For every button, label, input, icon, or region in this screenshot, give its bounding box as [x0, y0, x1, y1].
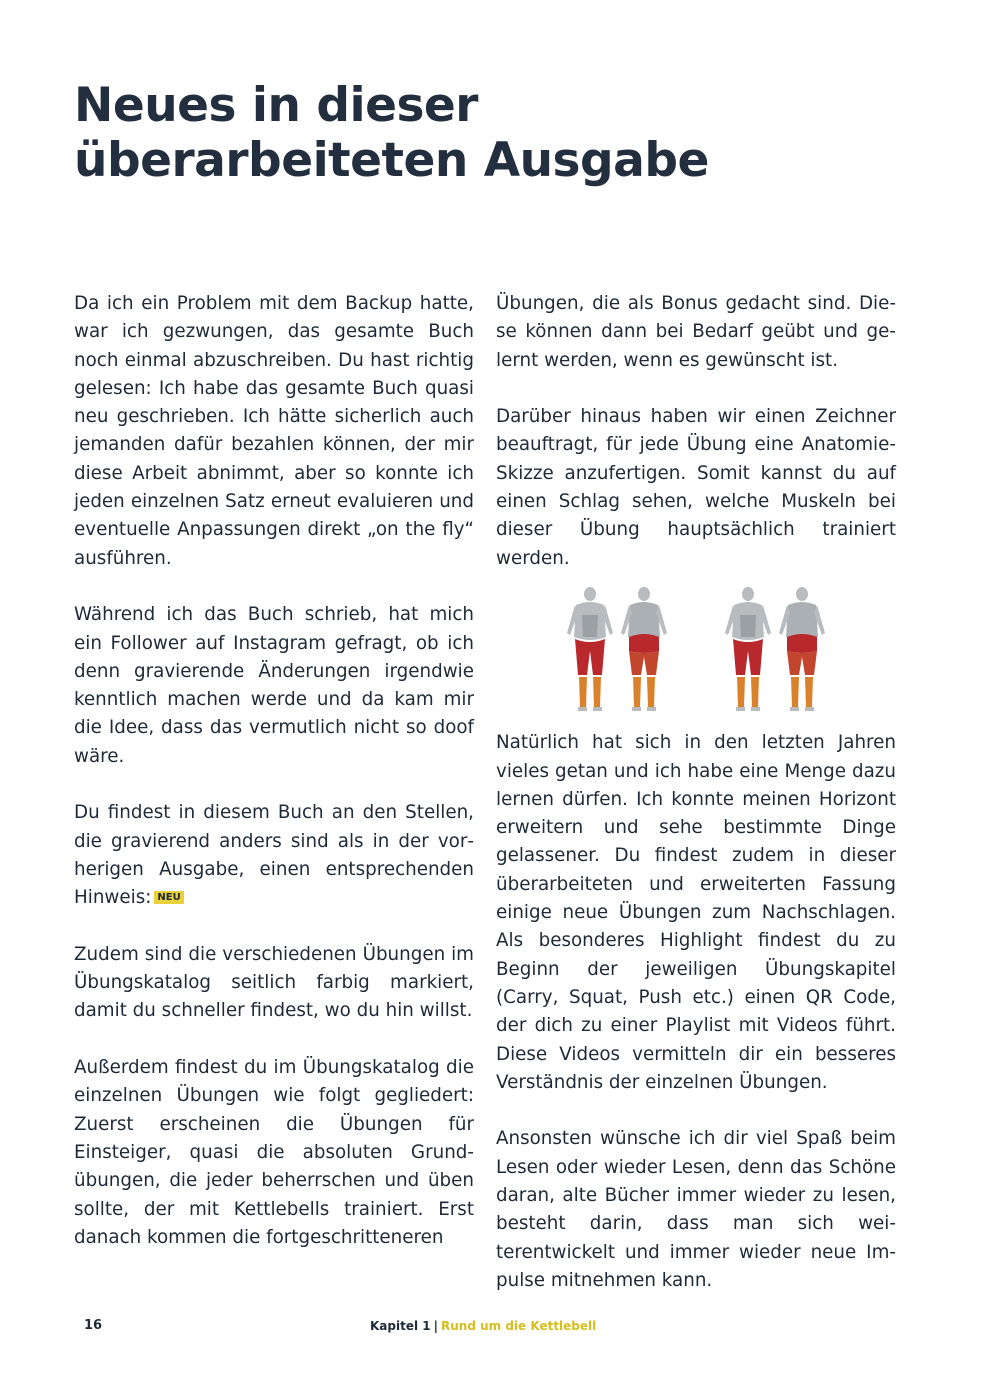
page-footer	[0, 1318, 997, 1338]
left-column	[74, 290, 474, 1252]
chapter-separator: |	[433, 1319, 439, 1333]
paragraph: Darüber hinaus haben wir einen Zeichner beauftragt, für jede Übung eine Anatomie-Skizze anzufertigen. Somit kannst du auf einen Schlag sehen, welche Muskeln bei dieser Übung hauptsächlich trainiert werden.	[496, 406, 896, 569]
paragraph: Natürlich hat sich in den letzten Jahren vieles getan und ich habe eine Menge dazu lernen dürfen. Ich konnte meinen Horizont erweitern und sehe bestimmte Dinge gelassener. Du findest zudem in dieser überarbeiteten und erweiterten Fassung einige neue Übungen zum Nachschlagen. Als besonderes Highlight findest du zu Beginn der jeweiligen Übungskapitel (Carry, Squat, Push etc.) einen QR Code, der dich zu einer Playlist mit Videos führt. Diese Videos vermitteln dir ein besseres Verständnis der einzelnen Übungen.	[496, 732, 896, 1093]
paragraph: Da ich ein Problem mit dem Backup hatte, war ich gezwungen, das gesamte Buch noch einmal abzuschreiben. Du hast richtig gelesen: Ich habe das gesamte Buch quasi neu geschrieben. Ich hätte sicherlich auch jemanden dafür bezahlen können, der mir diese Arbeit abnimmt, aber so konnte ich jeden einzelnen Satz erneut evaluieren und eventuelle Anpassungen direkt „on the fly“ ausführen.	[74, 293, 474, 569]
title-line-1: Neues in dieser	[74, 78, 478, 133]
paragraph: Übungen, die als Bonus gedacht sind. Diese können dann bei Bedarf geübt und gelernt werden, wenn es gewünscht ist.	[496, 293, 896, 371]
paragraph-text: Du findest in diesem Buch an den Stellen, die gravierend anders sind als in der vorherigen Ausgabe, einen entsprechenden Hinweis:	[74, 802, 474, 909]
page-title	[74, 78, 874, 188]
anatomy-front-figure	[567, 587, 613, 711]
running-header	[370, 1319, 596, 1333]
title-line-2: überarbeiteten Ausgabe	[74, 133, 709, 188]
anatomy-back-figure	[779, 587, 825, 711]
anatomy-figure-pair-1	[562, 585, 672, 717]
paragraph: Während ich das Buch schrieb, hat mich ein Follower auf Instagram gefragt, ob ich denn gravierende Änderungen irgendwie kenntlich machen werde und da kam mir die Idee, dass das vermutlich nicht so doof wäre.	[74, 604, 474, 767]
anatomy-illustration	[496, 585, 896, 717]
anatomy-back-figure	[621, 587, 667, 711]
paragraph: Außerdem findest du im Übungskatalog die einzelnen Übungen wie folgt gegliedert: Zuerst erscheinen die Übungen für Einsteiger, quasi die absoluten Grundübungen, die jeder beherrschen und üben sollte, der mit Kettlebells trainiert. Erst danach kommen die fortgeschritteneren	[74, 1057, 474, 1248]
paragraph: Ansonsten wünsche ich dir viel Spaß beim Lesen oder wieder Lesen, denn das Schöne daran, alte Bücher immer wieder zu lesen, besteht darin, dass man sich weiterentwickelt und immer wieder neue Impulse mitnehmen kann.	[496, 1128, 896, 1291]
paragraph: Zudem sind die verschiedenen Übungen im Übungskatalog seitlich farbig markiert, damit du schneller findest, wo du hin willst.	[74, 943, 474, 1022]
page-number: 16	[84, 1318, 103, 1333]
neu-badge: NEU	[154, 891, 183, 904]
chapter-title: Rund um die Kettlebell	[441, 1319, 597, 1333]
right-column	[496, 290, 896, 1295]
anatomy-front-figure	[725, 587, 771, 711]
anatomy-figure-pair-2	[720, 585, 830, 717]
paragraph-with-badge	[74, 799, 474, 912]
chapter-label: Kapitel 1	[370, 1319, 431, 1333]
